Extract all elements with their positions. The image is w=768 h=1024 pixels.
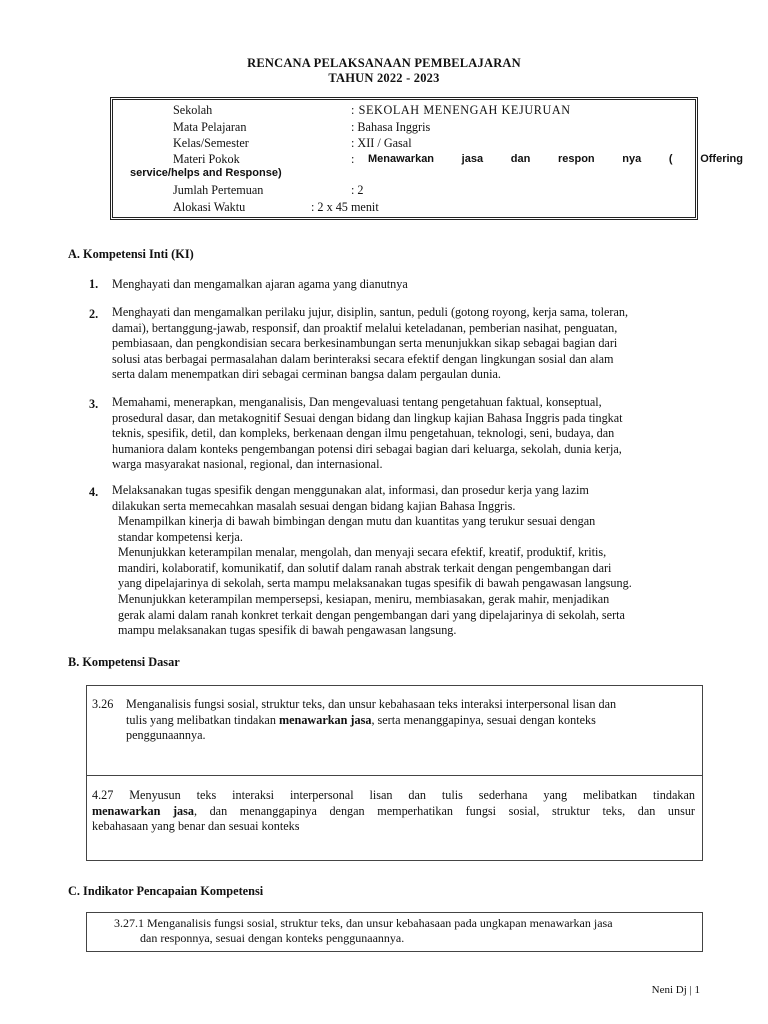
sekolah-label: Sekolah bbox=[173, 103, 213, 117]
kd-427-text-post: , dan menanggapinya dengan memperhatikan fungsi sosial, struktur teks, dan unsur bbox=[193, 803, 695, 818]
ki-item-num: 2. bbox=[89, 307, 99, 321]
info-table bbox=[110, 97, 743, 220]
ki-sub-line: mandiri, kolaboratif, komunikatif, dan solutif dalam ranah abstrak terkait dengan pengembangan dari bbox=[118, 560, 612, 575]
ki-line: serta dalam menempatkan diri sebagai cerminan bangsa dalam pergaulan dunia. bbox=[112, 367, 501, 382]
ki-line: pembiasaan, dan pengkondisian secara berkesinambungan serta menunjukkan sikap sebagai bagian dari bbox=[112, 336, 618, 351]
ki-sub-line: Menunjukkan keterampilan menalar, mengolah, dan menyaji secara efektif, kreatif, produktif, kritis, bbox=[118, 545, 607, 560]
ki-sub-line: standar kompetensi kerja. bbox=[118, 529, 243, 544]
kd-326-line-2 bbox=[126, 713, 696, 729]
ipk-box bbox=[86, 912, 703, 952]
jumlah-label: Jumlah Pertemuan bbox=[173, 183, 264, 197]
ki-line: Menghayati dan mengamalkan ajaran agama yang dianutnya bbox=[112, 277, 408, 291]
ki-item-2 bbox=[112, 305, 700, 383]
mapel-label: Mata Pelajaran bbox=[173, 120, 247, 134]
info-row-sekolah bbox=[173, 103, 685, 118]
ki-line: teknis, spesifik, detil, dan kompleks, berkenaan dengan ilmu pengetahuan, teknologi, seni, budaya, dan bbox=[112, 426, 615, 441]
ki-line: warga masyarakat nasional, regional, dan internasional. bbox=[112, 457, 383, 472]
ki-sub-line: gerak alami dalam ranah konkret terkait dengan pengembangan dari yang dipelajarinya di sekolah, serta bbox=[118, 607, 625, 622]
materi-value-2: service/helps and Response) bbox=[130, 167, 282, 179]
ki-sub-line: Menunjukkan keterampilan mempersepsi, kesiapan, meniru, membiasakan, gerak mahir, menjadikan bbox=[118, 591, 610, 606]
kd-326-text-pre: tulis yang melibatkan tindakan bbox=[126, 712, 279, 727]
ki-line: Melaksanakan tugas spesifik dengan menggunakan alat, informasi, dan prosedur kerja yang lazim bbox=[112, 483, 589, 497]
ki-item-4 bbox=[112, 483, 700, 514]
ki-line: humaniora dalam konteks pengembangan potensi diri sebagai bagian dari keluarga, sekolah, dunia kerja, bbox=[112, 441, 622, 456]
info-row-mapel bbox=[173, 120, 685, 135]
kd-427-text-bold: menawarkan jasa bbox=[92, 803, 194, 818]
kd-427-line-1: 4.27 Menyusun teks interaksi interpersonal lisan dan tulis sederhana yang melibatkan tindakan bbox=[92, 788, 695, 802]
ki-item-num: 1. bbox=[89, 277, 99, 291]
kd-326-line-1: Menganalisis fungsi sosial, struktur teks, dan unsur kebahasaan teks interaksi interpersonal lisan dan bbox=[126, 697, 617, 711]
ki-line: damai), bertanggung-jawab, responsif, dan proaktif melalui keteladanan, pemberian nasihat, penguatan, bbox=[112, 320, 618, 335]
kd-326-text bbox=[126, 697, 696, 744]
kd-326-text-post: , serta menanggapinya, sesuai dengan konteks bbox=[371, 712, 596, 727]
alokasi-label: Alokasi Waktu bbox=[173, 200, 246, 214]
materi-colon: : bbox=[351, 152, 355, 166]
kd-326-text-bold: menawarkan jasa bbox=[279, 712, 372, 727]
ki-line: prosedural dasar, dan metakognitif Sesuai dengan bidang dan lingkup kajian Bahasa Inggris pada tingkat bbox=[112, 410, 623, 425]
ki-item-1 bbox=[112, 277, 700, 293]
ipk-line-1: 3.27.1 Menganalisis fungsi sosial, struktur teks, dan unsur kebahasaan pada ungkapan menawarkan jasa bbox=[114, 916, 613, 930]
jumlah-value: : 2 bbox=[351, 183, 364, 197]
kd-326-box bbox=[86, 685, 703, 776]
ki-line: solusi atas berbagai permasalahan dalam berinteraksi secara efektif dengan lingkungan sosial dan alam bbox=[112, 351, 614, 366]
ki-line: Menghayati dan mengamalkan perilaku jujur, disiplin, santun, peduli (gotong royong, kerja sama, toleran, bbox=[112, 305, 628, 319]
materi-value-1: Menawarkan jasa dan respon nya ( Offering bbox=[368, 153, 743, 165]
kd-427-box bbox=[86, 774, 703, 861]
ki-sub-line: yang dipelajarinya di sekolah, serta mampu melaksanakan tugas spesifik di bawah pengawasan langsung. bbox=[118, 576, 632, 591]
document-title: RENCANA PELAKSANAAN PEMBELAJARAN bbox=[247, 56, 521, 70]
ki-item-num: 4. bbox=[89, 485, 99, 499]
kelas-value: : XII / Gasal bbox=[351, 136, 412, 150]
ki-item-3 bbox=[112, 395, 700, 473]
ipk-heading: C. Indikator Pencapaian Kompetensi bbox=[68, 884, 264, 898]
page-footer: Neni Dj | 1 bbox=[651, 984, 700, 996]
kelas-label: Kelas/Semester bbox=[173, 136, 249, 150]
info-row-materi bbox=[173, 152, 743, 167]
ki-line: Memahami, menerapkan, menganalisis, Dan mengevaluasi tentang pengetahuan faktual, konseptual, bbox=[112, 395, 602, 409]
document-year: TAHUN 2022 - 2023 bbox=[328, 71, 440, 85]
ki-sub-list bbox=[118, 514, 700, 639]
info-row-alokasi bbox=[173, 200, 685, 215]
kd-heading: B. Kompetensi Dasar bbox=[68, 655, 180, 669]
ki-heading: A. Kompetensi Inti (KI) bbox=[68, 247, 194, 261]
ki-line: dilakukan serta memecahkan masalah sesuai dengan bidang kajian Bahasa Inggris. bbox=[112, 498, 516, 513]
ipk-line-2: dan responnya, sesuai dengan konteks penggunaannya. bbox=[140, 931, 405, 945]
kd-326-line-3: penggunaannya. bbox=[126, 728, 206, 743]
materi-label: Materi Pokok bbox=[173, 152, 240, 166]
info-row-kelas bbox=[173, 136, 685, 151]
kd-326-num: 3.26 bbox=[92, 697, 114, 711]
ki-sub-line: mampu melaksanakan tugas spesifik di bawah pengawasan langsung. bbox=[118, 623, 457, 638]
alokasi-value: : 2 x 45 menit bbox=[311, 200, 379, 214]
info-row-jumlah bbox=[173, 183, 685, 198]
ki-sub-line: Menampilkan kinerja di bawah bimbingan dengan mutu dan kuantitas yang terukur sesuai dengan bbox=[118, 514, 596, 528]
mapel-value: : Bahasa Inggris bbox=[351, 120, 431, 134]
sekolah-value: : SEKOLAH MENENGAH KEJURUAN bbox=[351, 103, 571, 117]
ki-item-num: 3. bbox=[89, 397, 99, 411]
kd-427-line-3: kebahasaan yang benar dan sesuai konteks bbox=[92, 819, 300, 834]
kd-427-line-2 bbox=[92, 804, 695, 820]
kd-427-text bbox=[92, 788, 695, 835]
